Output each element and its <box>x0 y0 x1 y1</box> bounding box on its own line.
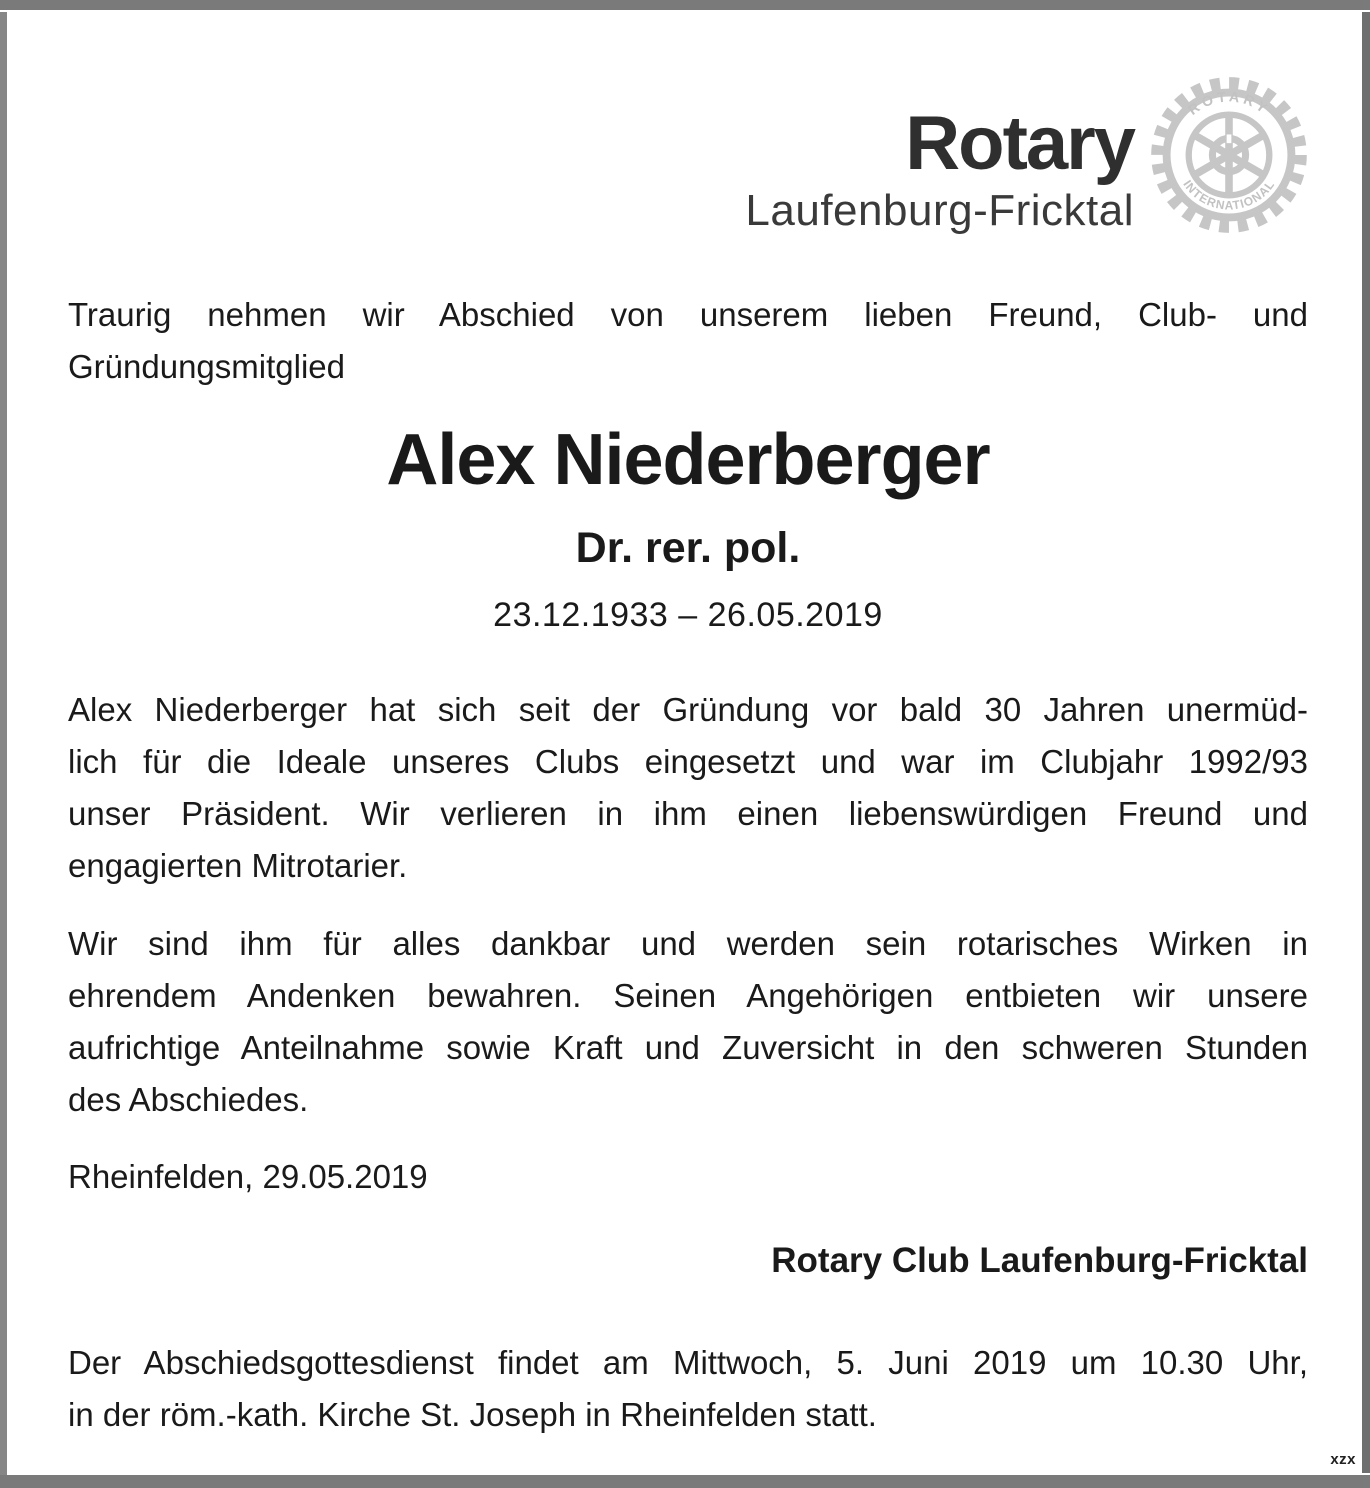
notice-content <box>0 10 1370 1441</box>
gear-spokes <box>1194 117 1263 193</box>
paragraph-line: in der röm.-kath. Kirche St. Joseph in Rheinfelden statt. <box>68 1395 877 1433</box>
club-signature: Rotary Club Laufenburg-Fricktal <box>771 1240 1308 1280</box>
life-dates: 23.12.1933 – 26.05.2019 <box>493 595 883 634</box>
rotary-header <box>68 10 1308 237</box>
wheel-bottom-label: INTERNATIONAL <box>1180 177 1278 213</box>
intro-line: Traurig nehmen wir Abschied von unserem lieben Freund, Club- und <box>68 295 1308 333</box>
paragraph-line: des Abschiedes. <box>68 1080 309 1118</box>
wheel-top-label: ROTARY <box>1185 89 1273 119</box>
paragraph-line: Der Abschiedsgottesdienst findet am Mittwoch, 5. Juni 2019 um 10.30 Uhr, <box>68 1343 1308 1381</box>
paragraph-line: Alex Niederberger hat sich seit der Gründung vor bald 30 Jahren unermüd- <box>68 690 1308 728</box>
funeral-service-paragraph <box>68 1337 1308 1441</box>
corner-watermark: xzx <box>1330 1451 1356 1468</box>
frame-border-top <box>0 0 1370 10</box>
rotary-wordmark: Rotary <box>905 101 1134 186</box>
gear-hub-keyway <box>1227 134 1232 143</box>
place-date-line: Rheinfelden, 29.05.2019 <box>68 1157 428 1195</box>
intro-paragraph <box>68 289 1308 393</box>
rotary-club-name: Laufenburg-Fricktal <box>745 186 1134 235</box>
paragraph-line: ehrendem Andenken bewahren. Seinen Angehörigen entbieten wir unsere <box>68 976 1308 1014</box>
paragraph-line: engagierten Mitrotarier. <box>68 846 408 884</box>
frame-border-bottom <box>0 1475 1370 1488</box>
rotary-wheel-logo <box>1150 76 1308 234</box>
deceased-title: Dr. rer. pol. <box>575 523 801 572</box>
tribute-paragraph-2 <box>68 918 1308 1126</box>
deceased-name: Alex Niederberger <box>386 419 990 500</box>
paragraph-line: unser Präsident. Wir verlieren in ihm einen liebenswürdigen Freund und <box>68 794 1308 832</box>
tribute-paragraph-1 <box>68 684 1308 892</box>
paragraph-line: lich für die Ideale unseres Clubs eingesetzt und war im Clubjahr 1992/93 <box>68 742 1308 780</box>
paragraph-line: aufrichtige Anteilnahme sowie Kraft und Zuversicht in den schweren Stunden <box>68 1028 1308 1066</box>
rotary-brand-block <box>745 101 1134 237</box>
intro-line: Gründungsmitglied <box>68 347 345 385</box>
paragraph-line: Wir sind ihm für alles dankbar und werden sein rotarisches Wirken in <box>68 924 1308 962</box>
